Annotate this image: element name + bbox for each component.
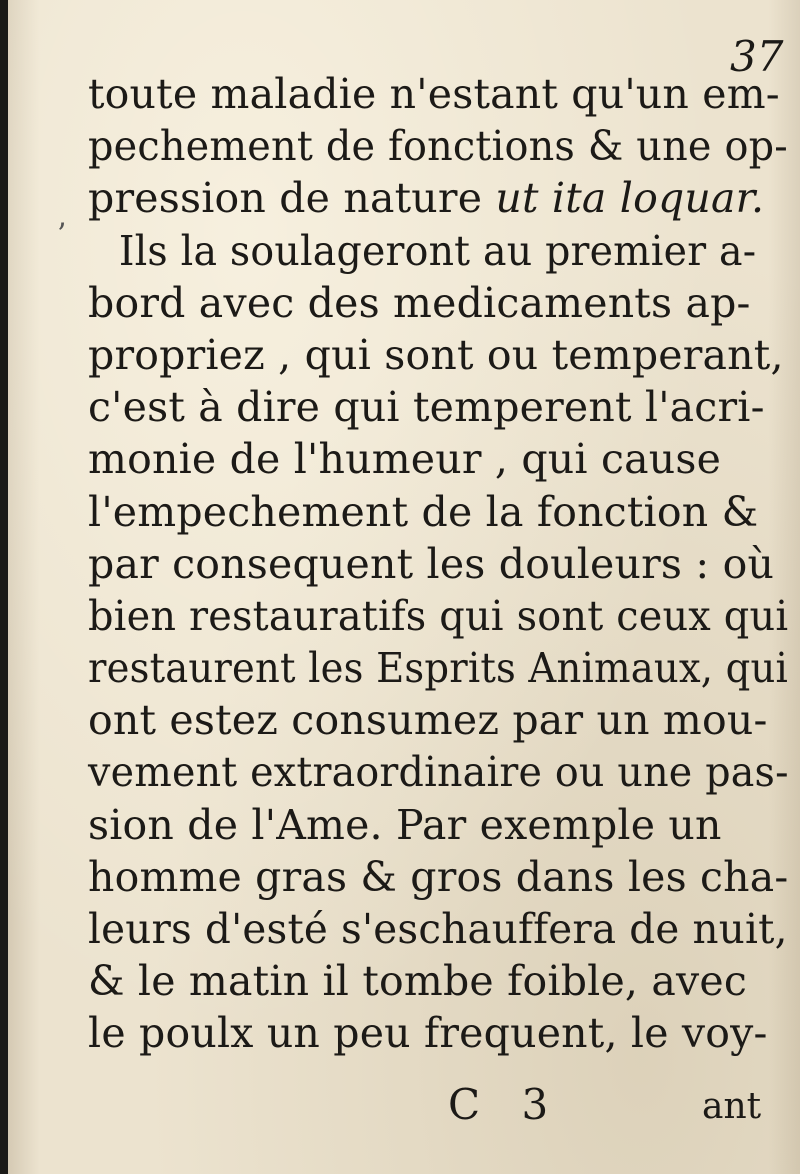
- text-line: bord avec des medicaments ap-: [88, 278, 751, 327]
- text-line: ont estez consumez par un mou-: [88, 696, 768, 745]
- catchword: ant: [702, 1086, 762, 1127]
- page-footer: [8, 1080, 800, 1140]
- text-line: monie de l'humeur , qui cause: [88, 435, 722, 484]
- text-line: restaurent les Esprits Animaux, qui: [88, 644, 789, 693]
- text-line: le poulx un peu frequent, le voy-: [88, 1009, 768, 1058]
- text-line: homme gras & gros dans les cha-: [88, 852, 789, 901]
- text-line: l'empechement de la fonction &: [88, 487, 759, 536]
- italic-latin-phrase: ut ita loquar.: [495, 174, 765, 223]
- page-number: 37: [730, 32, 784, 81]
- text-segment: pression de nature: [88, 174, 496, 223]
- text-line: leurs d'esté s'eschauffera de nuit,: [88, 905, 788, 953]
- text-line: & le matin il tombe foible, avec: [88, 957, 748, 1006]
- text-line: pechement de fonctions & une op-: [88, 122, 788, 171]
- book-page: [8, 0, 800, 1174]
- text-line: c'est à dire qui temperent l'acri-: [88, 383, 765, 432]
- text-line: propriez , qui sont ou temperant,: [88, 330, 784, 379]
- signature-mark: C 3: [448, 1080, 563, 1129]
- text-block: [88, 68, 788, 1060]
- margin-mark: ʼ: [56, 218, 66, 253]
- text-line: vement extraordinaire ou une pas-: [88, 748, 789, 797]
- text-line: [88, 172, 788, 224]
- text-line: toute maladie n'estant qu'un em-: [88, 70, 780, 118]
- text-line: par consequent les douleurs : où: [88, 539, 775, 588]
- text-line: sion de l'Ame. Par exemple un: [88, 800, 722, 849]
- paragraph-first-line: Ils la soulageront au premier a-: [118, 226, 757, 275]
- text-line: bien restauratifs qui sont ceux qui: [88, 591, 789, 640]
